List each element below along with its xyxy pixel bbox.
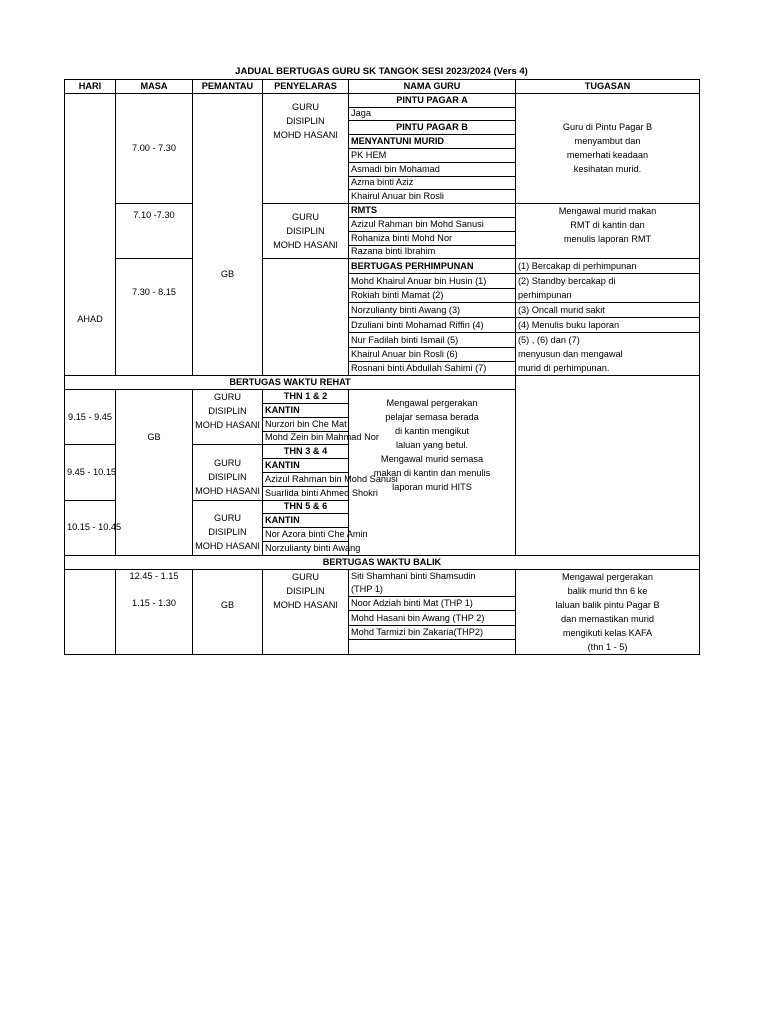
list-item xyxy=(349,640,516,654)
section-header-rehat: BERTUGAS WAKTU REHAT xyxy=(65,376,516,390)
list-item: Nor Azora binti Che Amin xyxy=(263,528,349,542)
masa-cell: 9.45 - 10.15 xyxy=(65,445,116,500)
list-item: Khairul Anuar bin Rosli (6) xyxy=(349,347,516,361)
task-line: perhimpunan xyxy=(516,288,700,303)
masa-cell: 7.30 - 8.15 xyxy=(116,259,193,376)
list-item: BERTUGAS PERHIMPUNAN xyxy=(349,259,516,274)
list-item: Norzulianty binti Awang (3) xyxy=(349,303,516,318)
list-item: Siti Shamhani binti Shamsudin xyxy=(349,569,516,583)
masa-cell: 9.15 - 9.45 xyxy=(65,390,116,445)
task-line: (4) Menulis buku laporan xyxy=(516,318,700,333)
list-item: KANTIN xyxy=(263,459,349,473)
pemantau-cell: GB xyxy=(193,569,263,654)
tugasan-cell: Mengawal pergerakan balik murid thn 6 ke laluan balik pintu Pagar B dan memastikan murid mengikuti kelas KAFA (thn 1 - 5) xyxy=(516,569,700,654)
table-header-row xyxy=(65,80,700,94)
hari-cell: AHAD xyxy=(65,93,116,376)
header-pemantau: PEMANTAU xyxy=(193,80,263,94)
header-penyelaras: PENYELARAS xyxy=(263,80,349,94)
list-item: Noor Adziah binti Mat (THP 1) xyxy=(349,597,516,611)
masa-cell: 7.10 -7.30 xyxy=(116,204,193,259)
table-row xyxy=(65,390,700,404)
penyelaras-cell: GURU DISIPLIN MOHD HASANI xyxy=(263,204,349,259)
table-row xyxy=(65,555,700,569)
header-tugasan: TUGASAN xyxy=(516,80,700,94)
list-item: Suarlida binti Ahmed Shokri xyxy=(263,486,349,500)
table-row xyxy=(65,204,700,218)
list-item: KANTIN xyxy=(263,403,349,417)
list-item: KANTIN xyxy=(263,514,349,528)
penyelaras-cell: GURU DISIPLIN MOHD HASANI xyxy=(193,500,263,555)
list-item: RMTS xyxy=(349,204,516,218)
list-item: Mohd Hasani bin Awang (THP 2) xyxy=(349,611,516,625)
table-row xyxy=(65,259,700,274)
list-item: Mohd Khairul Anuar bin Husin (1) xyxy=(349,274,516,289)
hari-empty-cell xyxy=(65,569,116,654)
section-header-balik: BERTUGAS WAKTU BALIK xyxy=(65,555,700,569)
table-row xyxy=(65,376,700,390)
list-item: THN 5 & 6 xyxy=(263,500,349,514)
list-item: Rosnani binti Abdullah Sahimi (7) xyxy=(349,361,516,376)
list-item: Jaga xyxy=(349,107,516,121)
header-hari: HARI xyxy=(65,80,116,94)
masa-cell: 10.15 - 10.45 xyxy=(65,500,116,555)
list-item: THN 1 & 2 xyxy=(263,390,349,404)
table-row xyxy=(65,93,700,107)
task-line: (1) Bercakap di perhimpunan xyxy=(516,259,700,274)
list-item: Mohd Tarmizi bin Zakaria(THP2) xyxy=(349,625,516,639)
table-row xyxy=(65,569,700,583)
penyelaras-cell: GURU DISIPLIN MOHD HASANI xyxy=(263,93,349,203)
list-item: THN 3 & 4 xyxy=(263,445,349,459)
list-item: PINTU PAGAR B xyxy=(349,121,516,135)
list-item: (THP 1) xyxy=(349,583,516,597)
tugasan-cell: Guru di Pintu Pagar B menyambut dan memerhati keadaan kesihatan murid. xyxy=(516,93,700,203)
list-item: Nurzori bin Che Mat xyxy=(263,417,349,431)
masa-cell: 12.45 - 1.15 1.15 - 1.30 xyxy=(116,569,193,654)
masa-cell: 7.00 - 7.30 xyxy=(116,93,193,203)
list-item: Norzulianty binti Awang xyxy=(263,541,349,555)
document-title: JADUAL BERTUGAS GURU SK TANGOK SESI 2023/2024 (Vers 4) xyxy=(235,66,528,77)
pemantau-cell: GB xyxy=(193,93,263,376)
list-item: PK HEM xyxy=(349,148,516,162)
task-line: (3) Oncall murid sakit xyxy=(516,303,700,318)
penyelaras-cell: GURU DISIPLIN MOHD HASANI xyxy=(263,569,349,654)
list-item: PINTU PAGAR A xyxy=(349,93,516,107)
tugasan-cell: Mengawal murid makan RMT di kantin dan menulis laporan RMT xyxy=(516,204,700,259)
list-item: Rohaniza binti Mohd Nor xyxy=(349,231,516,245)
duty-roster-table xyxy=(64,79,700,655)
penyelaras-empty-cell xyxy=(263,259,349,376)
task-line: (5) , (6) dan (7) xyxy=(516,333,700,348)
list-item: Dzuliani binti Mohamad Riffin (4) xyxy=(349,318,516,333)
task-line: murid di perhimpunan. xyxy=(516,361,700,376)
penyelaras-cell: GURU DISIPLIN MOHD HASANI xyxy=(193,445,263,500)
penyelaras-cell: GURU DISIPLIN MOHD HASANI xyxy=(193,390,263,445)
header-nama-guru: NAMA GURU xyxy=(349,80,516,94)
list-item: Razana binti Ibrahim xyxy=(349,245,516,259)
list-item: Rokiah binti Mamat (2) xyxy=(349,288,516,303)
list-item: Khairul Anuar bin Rosli xyxy=(349,190,516,204)
list-item: MENYANTUNI MURID xyxy=(349,135,516,149)
pemantau-cell: GB xyxy=(116,390,193,556)
list-item: Azma binti Aziz xyxy=(349,176,516,190)
list-item: Nur Fadilah binti Ismail (5) xyxy=(349,333,516,348)
list-item: Azizul Rahman bin Mohd Sanusi xyxy=(263,472,349,486)
header-masa: MASA xyxy=(116,80,193,94)
task-line: menyusun dan mengawal xyxy=(516,347,700,361)
task-line: (2) Standby bercakap di xyxy=(516,274,700,289)
list-item: Azizul Rahman bin Mohd Sanusi xyxy=(349,217,516,231)
tugasan-cell: Mengawal pergerakan pelajar semasa berada di kantin mengikut laluan yang betul. Mengawal murid semasa makan di kantin dan menulis laporan murid HITS xyxy=(349,390,516,556)
list-item: Asmadi bin Mohamad xyxy=(349,162,516,176)
list-item: Mohd Zein bin Mahmad Nor xyxy=(263,431,349,445)
